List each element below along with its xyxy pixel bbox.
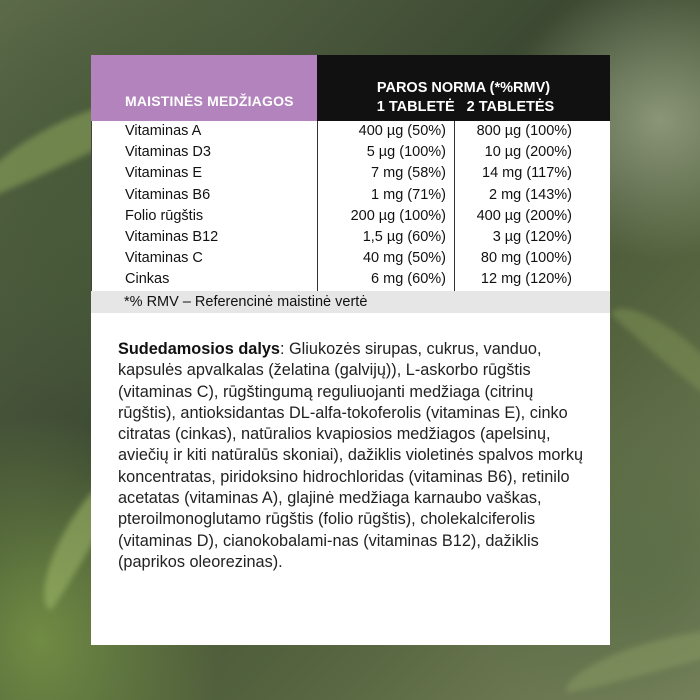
value-one-tablet: 7 mg (58%): [317, 163, 455, 184]
table-row: [92, 269, 610, 290]
table-row: [92, 227, 610, 248]
value-one-tablet: 6 mg (60%): [317, 269, 455, 290]
value-two-tablets: 80 mg (100%): [480, 250, 572, 267]
rmv-footnote: *% RMV – Referencinė maistinė vertė: [91, 291, 610, 313]
nutrient-name: Vitaminas E: [125, 165, 203, 182]
header-daily-norm-title: PAROS NORMA (*%RMV): [376, 80, 551, 96]
nutrient-name: Vitaminas C: [125, 250, 203, 267]
table-row: [92, 163, 610, 184]
table-row: [92, 121, 610, 142]
value-two-tablets: 3 µg (120%): [492, 228, 572, 245]
background-foliage: [609, 292, 700, 418]
nutrition-table: [91, 55, 610, 313]
value-one-tablet: 40 mg (50%): [317, 248, 455, 269]
value-two-tablets: 2 mg (143%): [488, 186, 572, 203]
table-row: [92, 248, 610, 269]
table-body: [91, 121, 610, 291]
ingredients-text: : Gliukozės sirupas, cukrus, vanduo, kapsulės apvalkalas (želatina (galvijų)), L-askorbo rūgštis (vitaminas C), rūgštingumą reguliuojanti medžiaga (citrinų rūgštis), antioksidantas DL-alfa-tokoferolis (vitaminas E), cinko citratas (cinkas), natūralios kvapiosios medžiagos (apelsinų, aviečių ir kiti natūralūs skoniai), dažiklis violetinės spalvos morkų koncentratas, piridoksino hidrochloridas (vitaminas B6), retinilo acetatas (vitaminas A), glajinė medžiaga karnaubo vaškas, pteroilmonoglutamo rūgštis (folio rūgštis), cholekalciferolis (vitaminas D), cianokobalami-nas (vitaminas B12), dažiklis (paprikos oleorezinas).: [118, 340, 584, 571]
header-col-two-tablets: 2 TABLETĖS: [466, 99, 555, 115]
value-one-tablet: 5 µg (100%): [317, 142, 455, 163]
table-row: [92, 206, 610, 227]
header-col-one-tablet: 1 TABLETĖ: [376, 99, 455, 115]
nutrient-name: Folio rūgštis: [125, 207, 204, 224]
value-one-tablet: 1,5 µg (60%): [317, 227, 455, 248]
value-one-tablet: 1 mg (71%): [317, 185, 455, 206]
header-nutrients: MAISTINĖS MEDŽIAGOS: [91, 55, 317, 121]
value-two-tablets: 800 µg (100%): [476, 123, 572, 139]
nutrient-name: Vitaminas D3: [125, 144, 211, 161]
nutrient-name: Vitaminas B6: [125, 186, 211, 203]
table-header: [91, 55, 610, 121]
nutrient-name: Cinkas: [125, 271, 170, 288]
value-one-tablet: 200 µg (100%): [317, 206, 455, 227]
table-row: [92, 142, 610, 163]
value-two-tablets: 400 µg (200%): [476, 207, 572, 224]
nutrient-name: Vitaminas A: [125, 123, 202, 139]
value-two-tablets: 10 µg (200%): [484, 144, 572, 161]
nutrient-name: Vitaminas B12: [125, 228, 219, 245]
value-one-tablet: 400 µg (50%): [317, 121, 455, 142]
ingredients-paragraph: [118, 339, 588, 573]
value-two-tablets: 12 mg (120%): [480, 271, 572, 288]
ingredients-label: Sudedamosios dalys: [118, 340, 280, 358]
table-row: [92, 185, 610, 206]
nutrition-card: [91, 55, 610, 645]
header-daily-norm: [317, 55, 610, 121]
value-two-tablets: 14 mg (117%): [482, 165, 572, 182]
